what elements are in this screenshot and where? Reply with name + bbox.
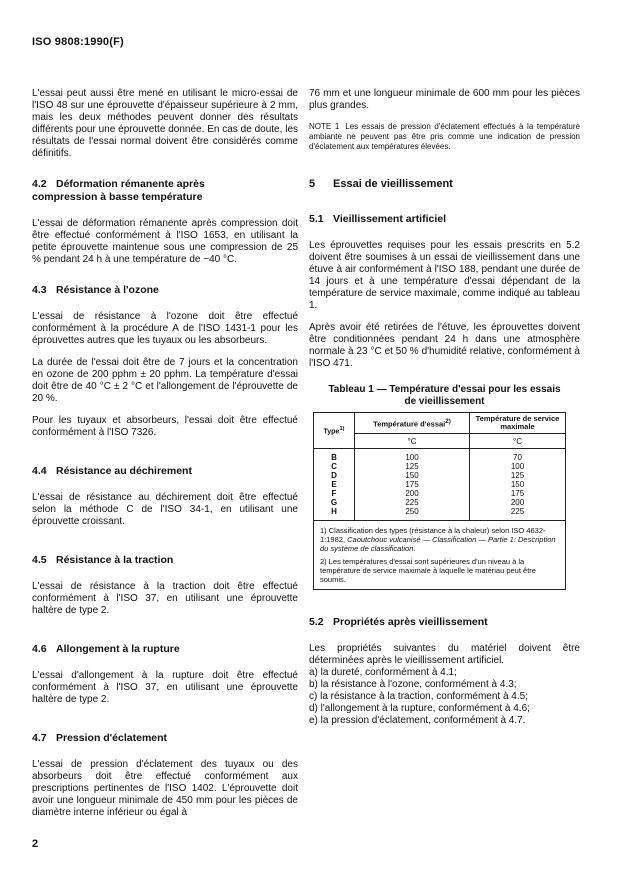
table-cell: 225: [510, 507, 525, 516]
table-service-column: [470, 449, 566, 521]
section-4-6-text: L'essai d'allongement à la rupture doit être effectué conformément à l'ISO 37, en utilisant une éprouvette haltère de type 2.: [32, 670, 298, 705]
table-cell: 100: [405, 453, 419, 462]
table-cell: 200: [405, 489, 419, 498]
note-text: Les essais de pression d'éclatement effectués à la température ambiante ne peuvent pas être pris comme une indication de pression d'éclatement aux températures élevées.: [309, 122, 580, 151]
section-4-2-text: L'essai de déformation rémanente après compression doit être effectué conformément à l'ISO 1653, en utilisant la petite éprouvette maintenue sous une compression de 25 % pendant 24 h à une température de −40 °C.: [32, 218, 298, 265]
table-header-type: Type$^{1)}$: [314, 413, 355, 449]
table-footnotes: [314, 521, 566, 590]
table-header-test-temp: Température d'essai$^{2)}$: [355, 413, 470, 434]
section-4-4-heading: 4.4 Résistance au déchirement: [32, 465, 192, 477]
section-4-7-text: L'essai de pression d'éclatement des tuyaux ou des absorbeurs doit être effectué conformément aux prescriptions pertinentes de l'ISO 1402. L'éprouvette doit avoir une longueur minimale de 450 mm pour les pièces de diamètre interne inférieur ou égal à: [32, 759, 298, 818]
properties-list: [309, 667, 580, 727]
section-4-4-text: L'essai de résistance au déchirement doit être effectué selon la méthode C de l'ISO 34-1, en utilisant une éprouvette croissant.: [32, 492, 298, 527]
section-5-1-text-1: Les éprouvettes requises pour les essais prescrits en 5.2 doivent être soumises à un essai de vieillissement dans une étuve à air conformément à l'ISO 188, pendant une durée de 14 jours et à une température d'essai dépendant de la température de service maximale, comme indiqué au tableau 1.: [309, 240, 580, 311]
table-cell: 200: [510, 498, 525, 507]
table-cell: F: [331, 489, 337, 498]
table-1-title: Tableau 1 — Température d'essai pour les essais de vieillissement: [328, 384, 561, 407]
table-cell: 70: [513, 453, 522, 462]
table-cell: 150: [405, 471, 419, 480]
section-4-7: [32, 732, 298, 819]
section-4-3-heading: 4.3 Résistance à l'ozone: [32, 284, 159, 296]
page-number: 2: [32, 838, 39, 850]
section-4-5: [32, 554, 298, 617]
intro-paragraph: L'essai peut aussi être mené en utilisant le micro-essai de l'ISO 48 sur une éprouvette d'épaisseur supérieure à 2 mm, mais les deux méthodes peuvent donner des résultats différents pour une éprouvette donnée. En cas de doute, les résultats de l'essai normal doivent être considérés comme définitifs.: [32, 88, 298, 159]
note-1: [309, 122, 580, 152]
table-cell: 225: [405, 498, 419, 507]
section-4-7-heading: 4.7 Pression d'éclatement: [32, 732, 168, 744]
section-5-heading: 5 Essai de vieillissement: [309, 178, 453, 190]
table-cell: 125: [510, 471, 525, 480]
table-cell: B: [331, 453, 337, 462]
table-cell: 100: [510, 462, 525, 471]
left-column: [32, 88, 298, 819]
section-5-2-text: Les propriétés suivantes du matériel doivent être déterminées après le vieillissement artificiel.: [309, 643, 580, 666]
table-type-column: [314, 449, 355, 521]
table-footnote-1: 1) Classification des types (résistance à la chaleur) selon ISO 4632-1:1982, Caoutchouc vulcanisé — Classification — Partie 1: Description du système de classification.: [320, 526, 556, 553]
table-cell: 175: [405, 480, 419, 489]
table-cell: D: [331, 471, 337, 480]
table-unit-service: °C: [470, 434, 566, 449]
table-test-column: [355, 449, 470, 521]
list-item: e) la pression d'éclatement, conformément à 4.7.: [309, 715, 526, 726]
table-cell: 150: [510, 480, 525, 489]
note-label: NOTE 1: [309, 122, 340, 131]
list-item: a) la dureté, conformément à 4.1;: [309, 667, 457, 678]
list-item: c) la résistance à la traction, conformément à 4.5;: [309, 691, 528, 702]
table-cell: 175: [510, 489, 525, 498]
section-5-1-heading: 5.1 Vieillissement artificiel: [309, 213, 447, 225]
continued-paragraph: 76 mm et une longueur minimale de 600 mm pour les pièces plus grandes.: [309, 88, 580, 111]
table-header-service-temp: Température de service maximale: [470, 413, 566, 434]
section-4-2: [32, 178, 298, 266]
list-item: b) la résistance à l'ozone, conformément à 4.3;: [309, 679, 517, 690]
table-cell: C: [331, 462, 337, 471]
section-4-6: [32, 643, 298, 706]
table-cell: E: [331, 480, 337, 489]
section-4-5-heading: 4.5 Résistance à la traction: [32, 554, 174, 566]
table-unit-test: °C: [355, 434, 470, 449]
table-cell: G: [330, 498, 338, 507]
document-header: ISO 9808:1990(F): [32, 36, 124, 48]
section-4-3-text-3: Pour les tuyaux et absorbeurs, l'essai doit être effectué conformément à l'ISO 7326.: [32, 415, 298, 438]
right-column: [309, 88, 580, 727]
table-footnote-2: 2) Les températures d'essai sont supérieures d'un niveau à la température de service maximale à laquelle le matériau peut être soumis.: [320, 557, 536, 584]
section-4-4: [32, 465, 298, 528]
section-4-3-text-2: La durée de l'essai doit être de 7 jours et la concentration en ozone de 200 pphm ± 20 pphm. La température d'essai doit être de 40 °C ± 2 °C et l'allongement de l'éprouvette de 20 %.: [32, 357, 298, 404]
section-4-2-heading: 4.2 Déformation rémanente après compression à basse température: [32, 178, 205, 203]
section-4-3-text-1: L'essai de résistance à l'ozone doit être effectué conformément à la procédure A de l'ISO 1431-1 pour les éprouvettes autres que les tuyaux ou les absorbeurs.: [32, 311, 298, 346]
list-item: d) l'allongement à la rupture, conformément à 4.6;: [309, 703, 530, 714]
section-5-2-heading: 5.2 Propriétés après vieillissement: [309, 616, 488, 628]
table-cell: 250: [405, 507, 419, 516]
section-5-1-text-2: Après avoir été retirées de l'étuve, les éprouvettes doivent être conditionnées pendant 24 h dans une atmosphère normale à 23 °C et 50 % d'humidité relative, conformément à l'ISO 471.: [309, 322, 580, 369]
table-cell: 125: [405, 462, 419, 471]
section-4-5-text: L'essai de résistance à la traction doit être effectué conformément à l'ISO 37, en utilisant une éprouvette haltère de type 2.: [32, 581, 298, 616]
table-cell: H: [331, 507, 337, 516]
section-4-6-heading: 4.6 Allongement à la rupture: [32, 643, 180, 655]
section-4-3: [32, 284, 298, 439]
table-1: [313, 412, 566, 590]
